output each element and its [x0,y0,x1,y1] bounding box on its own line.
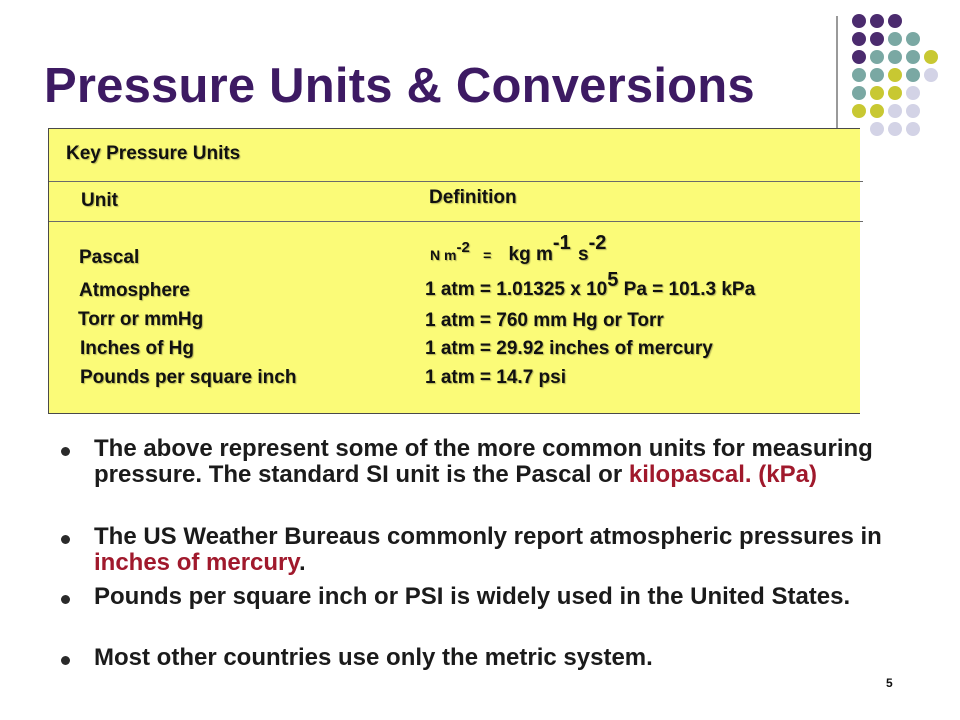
bullet-dot-icon [61,656,70,665]
pascal-exp2: -1 [552,232,571,254]
atmosphere-def-a: 1 atm = 1.01325 x 10 [425,279,608,300]
unit-inches-hg: Inches of Hg [80,338,195,359]
pascal-exp3: -2 [588,232,607,254]
decorative-dot [906,32,920,46]
definition-torr: 1 atm = 760 mm Hg or Torr [425,310,664,331]
bullet-text: The US Weather Bureaus commonly report atmospheric pressures in [94,523,882,550]
bullet-accent-mercury: inches of mercury [94,549,299,576]
decorative-dot [870,50,884,64]
pascal-base3: s [577,244,589,265]
decorative-dot [870,104,884,118]
definition-pascal [430,232,607,266]
column-header-unit: Unit [81,190,118,211]
decorative-dot [852,32,866,46]
decorative-divider-line [836,16,838,134]
decorative-dot [906,122,920,136]
bullet-text-end: . [298,549,306,576]
decorative-dot [852,68,866,82]
decorative-dot [888,50,902,64]
decorative-dot [870,68,884,82]
bullet-dot-icon [61,595,70,604]
pascal-equals: = [483,247,492,263]
pascal-base2: kg m [508,244,553,265]
decorative-dot [906,50,920,64]
bullet-item-weather-bureau [94,524,904,576]
decorative-dot [870,122,884,136]
decorative-dot [888,86,902,100]
decorative-dot [852,14,866,28]
decorative-dot-grid [852,14,952,154]
decorative-dot [852,86,866,100]
pascal-base1: N m [430,247,457,263]
bullet-text: The above represent some of the more common units for measuring pressure. The standard SI unit is the Pascal or [94,435,873,488]
table-heading: Key Pressure Units [66,143,241,164]
unit-atmosphere: Atmosphere [79,280,190,301]
bullet-item-psi [94,584,904,610]
bullet-dot-icon [61,447,70,456]
bullet-text: Pounds per square inch or PSI is widely used in the United States. [94,583,851,610]
slide-title: Pressure Units & Conversions [44,59,755,113]
units-table [48,128,860,414]
decorative-dot [906,104,920,118]
decorative-dot [852,50,866,64]
table-divider-bottom [49,221,863,222]
bullet-text: Most other countries use only the metric system. [94,644,653,671]
decorative-dot [888,122,902,136]
bullet-item-metric [94,645,904,671]
definition-atmosphere [425,269,756,301]
decorative-dot [906,86,920,100]
decorative-dot [852,104,866,118]
column-header-definition: Definition [429,187,517,208]
pascal-exp1: -2 [456,238,470,256]
decorative-dot [924,68,938,82]
decorative-dot [870,14,884,28]
decorative-dot [888,32,902,46]
decorative-dot [924,50,938,64]
definition-inches-hg: 1 atm = 29.92 inches of mercury [425,338,713,359]
decorative-dot [870,86,884,100]
page-number: 5 [886,676,893,690]
decorative-dot [870,32,884,46]
atmosphere-exp: 5 [607,269,619,291]
decorative-dot [906,68,920,82]
table-divider-top [49,181,863,182]
decorative-dot [888,14,902,28]
unit-torr: Torr or mmHg [78,309,204,330]
decorative-dot [888,104,902,118]
unit-pascal: Pascal [79,247,140,268]
definition-psi: 1 atm = 14.7 psi [425,367,566,388]
unit-psi: Pounds per square inch [80,367,297,388]
bullet-dot-icon [61,535,70,544]
bullet-accent-kpa: kilopascal. (kPa) [628,461,817,488]
bullet-item-si-unit [94,436,904,488]
decorative-dot [888,68,902,82]
atmosphere-def-b: Pa = 101.3 kPa [623,279,756,300]
